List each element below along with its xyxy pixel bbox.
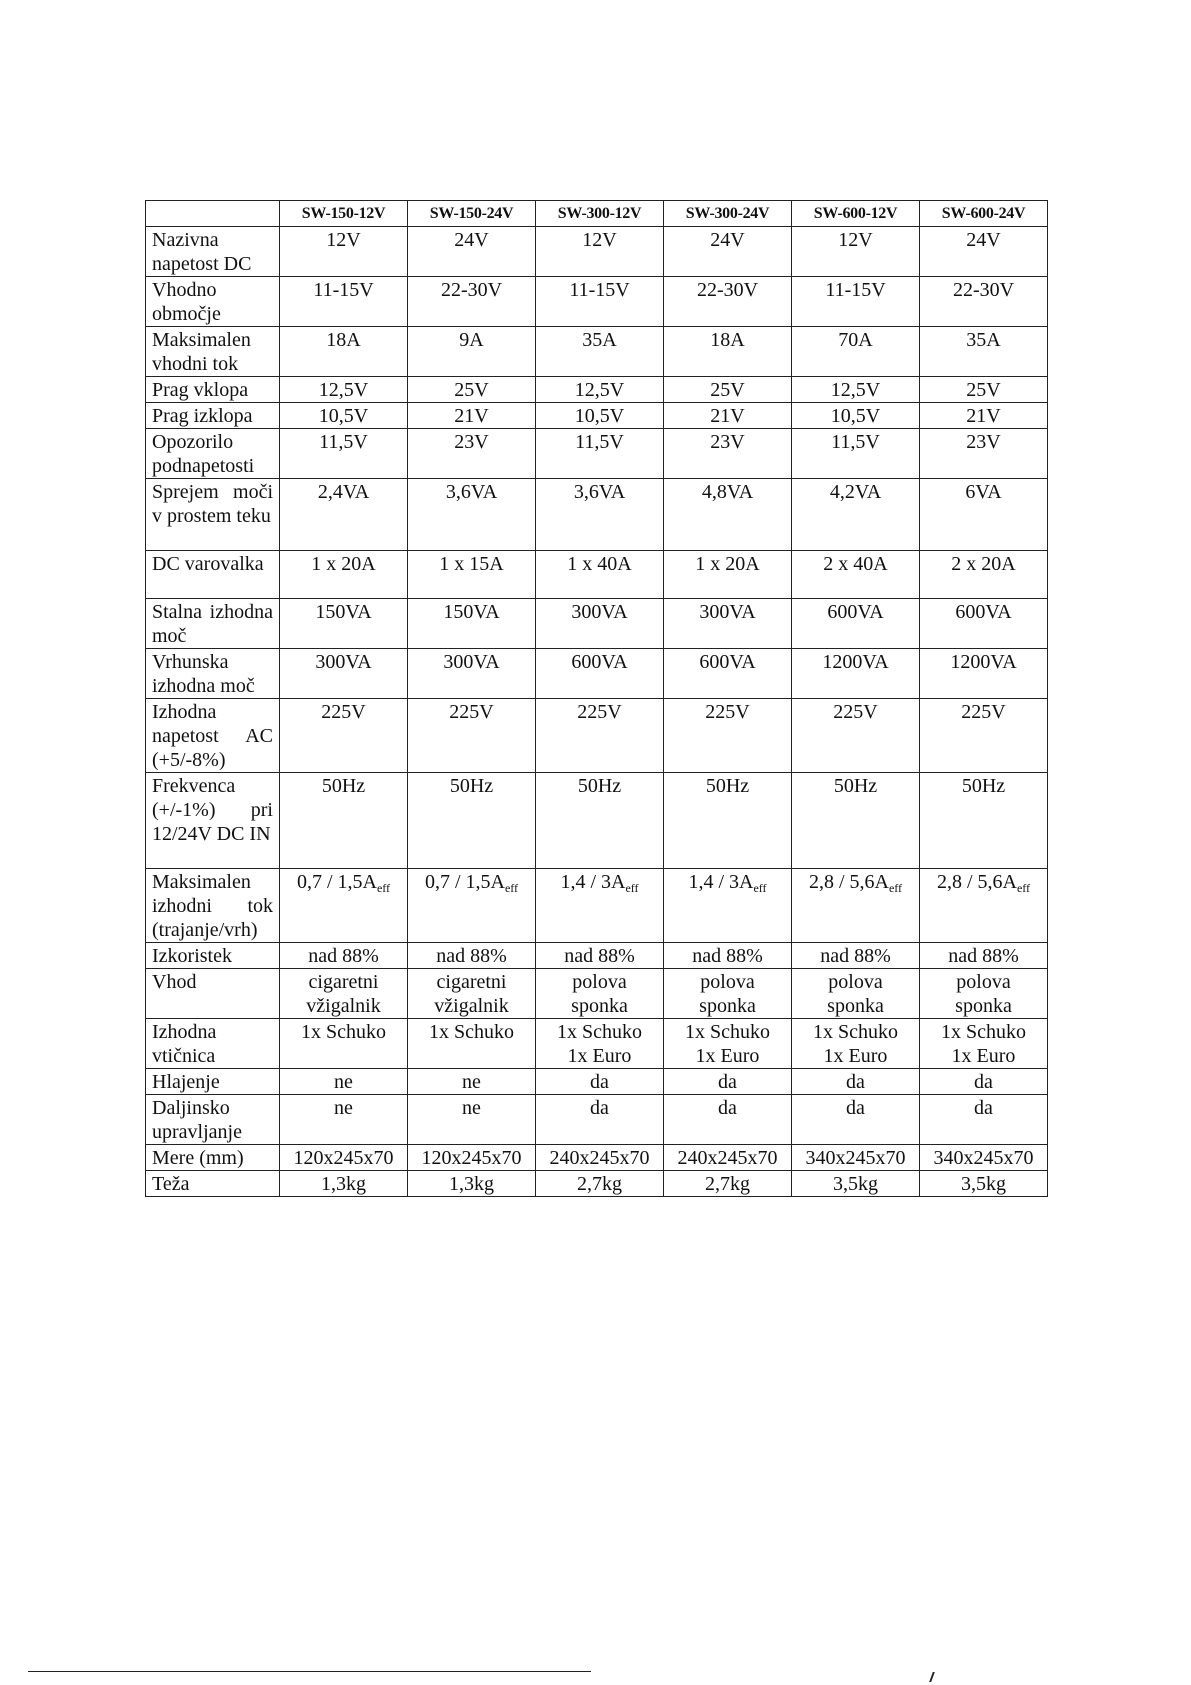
table-cell: 25V — [664, 377, 792, 403]
table-cell: 21V — [664, 403, 792, 429]
table-row — [146, 551, 1048, 599]
table-cell: 50Hz — [536, 773, 664, 869]
table-cell: 1 x 15A — [408, 551, 536, 599]
table-cell: 10,5V — [280, 403, 408, 429]
table-cell: 12,5V — [280, 377, 408, 403]
table-cell: polova sponka — [536, 969, 664, 1019]
table-cell: 225V — [408, 699, 536, 773]
table-cell: 18A — [280, 327, 408, 377]
table-cell: 25V — [920, 377, 1048, 403]
table-cell: 3,6VA — [536, 479, 664, 551]
table-cell: 12V — [792, 227, 920, 277]
table-cell: 22-30V — [408, 277, 536, 327]
table-cell: 1x Schuko 1x Euro — [664, 1019, 792, 1069]
table-cell: 2,7kg — [536, 1171, 664, 1197]
cell-subscript: eff — [753, 881, 767, 895]
table-cell: 1,3kg — [408, 1171, 536, 1197]
table-cell: 300VA — [664, 599, 792, 649]
table-row — [146, 1095, 1048, 1145]
table-cell: nad 88% — [408, 943, 536, 969]
table-cell: ne — [408, 1069, 536, 1095]
table-cell: 1x Schuko 1x Euro — [536, 1019, 664, 1069]
table-cell — [408, 869, 536, 943]
table-cell: nad 88% — [920, 943, 1048, 969]
table-cell: 225V — [664, 699, 792, 773]
table-cell — [792, 869, 920, 943]
table-cell: da — [536, 1095, 664, 1145]
column-header: SW-600-24V — [920, 201, 1048, 227]
row-label: Opozorilo podnapetosti — [146, 429, 280, 479]
table-cell: da — [664, 1069, 792, 1095]
table-row — [146, 403, 1048, 429]
table-cell: 24V — [920, 227, 1048, 277]
table-cell: ne — [408, 1095, 536, 1145]
table-cell: 2 x 40A — [792, 551, 920, 599]
table-cell: 50Hz — [920, 773, 1048, 869]
table-cell: 3,5kg — [792, 1171, 920, 1197]
cell-value: 2,8 / 5,6A — [808, 871, 889, 893]
cell-subscript: eff — [888, 881, 903, 895]
table-cell: 22-30V — [664, 277, 792, 327]
table-cell: 1200VA — [920, 649, 1048, 699]
table-cell: 1x Schuko — [408, 1019, 536, 1069]
table-cell: 120x245x70 — [408, 1145, 536, 1171]
table-row — [146, 1019, 1048, 1069]
table-row — [146, 227, 1048, 277]
column-header: SW-150-24V — [408, 201, 536, 227]
row-label: DC varovalka — [146, 551, 280, 599]
table-cell: 4,8VA — [664, 479, 792, 551]
table-cell: polova sponka — [920, 969, 1048, 1019]
row-label: Stalna izhodna moč — [146, 599, 280, 649]
table-cell: da — [536, 1069, 664, 1095]
row-label: Hlajenje — [146, 1069, 280, 1095]
table-cell: 240x245x70 — [536, 1145, 664, 1171]
table-cell: 12V — [536, 227, 664, 277]
table-cell — [536, 869, 664, 943]
table-cell: 1 x 40A — [536, 551, 664, 599]
table-row — [146, 869, 1048, 943]
table-cell: 50Hz — [408, 773, 536, 869]
row-label: Izkoristek — [146, 943, 280, 969]
table-cell: 600VA — [536, 649, 664, 699]
table-cell: 11,5V — [792, 429, 920, 479]
table-row — [146, 479, 1048, 551]
table-cell: ne — [280, 1069, 408, 1095]
table-row — [146, 429, 1048, 479]
table-cell: 21V — [920, 403, 1048, 429]
row-label: Mere (mm) — [146, 1145, 280, 1171]
table-cell: 23V — [408, 429, 536, 479]
table-cell: 21V — [408, 403, 536, 429]
table-cell: 35A — [536, 327, 664, 377]
table-cell: nad 88% — [536, 943, 664, 969]
cell-subscript: eff — [504, 881, 519, 895]
table-row — [146, 377, 1048, 403]
table-cell: cigaretni vžigalnik — [280, 969, 408, 1019]
footer-tick-mark — [929, 1672, 935, 1682]
row-label: Teža — [146, 1171, 280, 1197]
table-cell: da — [920, 1069, 1048, 1095]
table-cell: 6VA — [920, 479, 1048, 551]
table-row — [146, 599, 1048, 649]
cell-subscript: eff — [1016, 881, 1031, 895]
table-cell: 600VA — [792, 599, 920, 649]
column-header: SW-300-24V — [664, 201, 792, 227]
row-label: Sprejem moči v prostem teku — [146, 479, 280, 551]
table-cell: 340x245x70 — [920, 1145, 1048, 1171]
table-cell: nad 88% — [664, 943, 792, 969]
table-cell: 2,7kg — [664, 1171, 792, 1197]
row-label: Daljinsko upravljanje — [146, 1095, 280, 1145]
table-cell: 10,5V — [792, 403, 920, 429]
table-cell — [280, 869, 408, 943]
table-cell: 2,4VA — [280, 479, 408, 551]
table-cell: nad 88% — [280, 943, 408, 969]
table-cell: 1,3kg — [280, 1171, 408, 1197]
table-cell: 2 x 20A — [920, 551, 1048, 599]
table-cell: 11-15V — [536, 277, 664, 327]
table-cell: 3,6VA — [408, 479, 536, 551]
cell-value: 1,4 / 3A — [688, 871, 754, 893]
row-label: Izhodna napetost AC (+5/-8%) — [146, 699, 280, 773]
table-row — [146, 1069, 1048, 1095]
table-cell: 70A — [792, 327, 920, 377]
table-cell: 9A — [408, 327, 536, 377]
table-cell: 23V — [920, 429, 1048, 479]
table-cell: 120x245x70 — [280, 1145, 408, 1171]
table-cell: 240x245x70 — [664, 1145, 792, 1171]
table-cell: 225V — [280, 699, 408, 773]
table-cell: polova sponka — [664, 969, 792, 1019]
table-cell: 10,5V — [536, 403, 664, 429]
spec-table-body — [146, 227, 1048, 1197]
table-cell: 50Hz — [792, 773, 920, 869]
table-cell: 23V — [664, 429, 792, 479]
table-cell: 50Hz — [664, 773, 792, 869]
table-cell: da — [792, 1095, 920, 1145]
column-header: SW-150-12V — [280, 201, 408, 227]
header-blank-cell — [146, 201, 280, 227]
table-cell: cigaretni vžigalnik — [408, 969, 536, 1019]
table-cell: 1 x 20A — [280, 551, 408, 599]
cell-subscript: eff — [376, 881, 391, 895]
table-cell: 24V — [408, 227, 536, 277]
column-header: SW-300-12V — [536, 201, 664, 227]
row-label: Frekvenca (+/-1%) pri 12/24V DC IN — [146, 773, 280, 869]
table-cell — [920, 869, 1048, 943]
table-cell: 12V — [280, 227, 408, 277]
row-label: Maksimalen izhodni tok (trajanje/vrh) — [146, 869, 280, 943]
table-row — [146, 699, 1048, 773]
footer-rule — [28, 1671, 591, 1672]
row-label: Izhodna vtičnica — [146, 1019, 280, 1069]
table-cell: ne — [280, 1095, 408, 1145]
table-cell: 150VA — [408, 599, 536, 649]
table-cell: 24V — [664, 227, 792, 277]
table-cell: 150VA — [280, 599, 408, 649]
cell-value: 1,4 / 3A — [560, 871, 626, 893]
table-cell: 1x Schuko — [280, 1019, 408, 1069]
table-cell: 12,5V — [792, 377, 920, 403]
row-label: Prag izklopa — [146, 403, 280, 429]
table-cell: 25V — [408, 377, 536, 403]
cell-value: 0,7 / 1,5A — [296, 871, 377, 893]
table-cell: 11-15V — [792, 277, 920, 327]
table-cell: 1x Schuko 1x Euro — [920, 1019, 1048, 1069]
table-row — [146, 649, 1048, 699]
cell-value: 2,8 / 5,6A — [936, 871, 1017, 893]
table-cell: 50Hz — [280, 773, 408, 869]
row-label: Maksimalen vhodni tok — [146, 327, 280, 377]
table-cell: 3,5kg — [920, 1171, 1048, 1197]
table-cell: 22-30V — [920, 277, 1048, 327]
table-row — [146, 773, 1048, 869]
table-cell: 1 x 20A — [664, 551, 792, 599]
table-cell: 4,2VA — [792, 479, 920, 551]
table-cell: 340x245x70 — [792, 1145, 920, 1171]
cell-subscript: eff — [625, 881, 639, 895]
table-row — [146, 943, 1048, 969]
table-cell: 35A — [920, 327, 1048, 377]
table-row — [146, 969, 1048, 1019]
table-cell: 1200VA — [792, 649, 920, 699]
row-label: Vrhunska izhodna moč — [146, 649, 280, 699]
table-cell: 300VA — [280, 649, 408, 699]
table-cell: nad 88% — [792, 943, 920, 969]
header-row — [146, 201, 1048, 227]
table-row — [146, 277, 1048, 327]
table-cell: polova sponka — [792, 969, 920, 1019]
row-label: Nazivna napetost DC — [146, 227, 280, 277]
table-cell: 225V — [920, 699, 1048, 773]
row-label: Prag vklopa — [146, 377, 280, 403]
table-cell: 11,5V — [536, 429, 664, 479]
table-row — [146, 1171, 1048, 1197]
cell-value: 0,7 / 1,5A — [424, 871, 505, 893]
table-cell: da — [920, 1095, 1048, 1145]
table-cell: da — [792, 1069, 920, 1095]
column-header: SW-600-12V — [792, 201, 920, 227]
table-cell: 600VA — [920, 599, 1048, 649]
row-label: Vhod — [146, 969, 280, 1019]
table-row — [146, 327, 1048, 377]
table-cell: 12,5V — [536, 377, 664, 403]
table-cell: 300VA — [408, 649, 536, 699]
table-row — [146, 1145, 1048, 1171]
table-cell: 225V — [536, 699, 664, 773]
table-cell: 600VA — [664, 649, 792, 699]
table-cell: 1x Schuko 1x Euro — [792, 1019, 920, 1069]
table-cell: da — [664, 1095, 792, 1145]
table-cell: 225V — [792, 699, 920, 773]
table-cell: 18A — [664, 327, 792, 377]
table-cell: 11,5V — [280, 429, 408, 479]
table-cell: 11-15V — [280, 277, 408, 327]
table-cell — [664, 869, 792, 943]
spec-table — [145, 200, 1048, 1197]
table-cell: 300VA — [536, 599, 664, 649]
row-label: Vhodno območje — [146, 277, 280, 327]
